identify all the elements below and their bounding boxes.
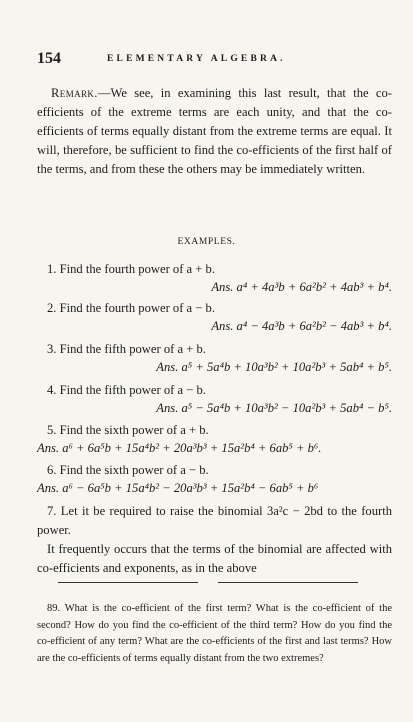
answer-label: Ans.	[156, 360, 179, 374]
answer-expression: a⁵ + 5a⁴b + 10a³b² + 10a²b³ + 5ab⁴ + b⁵.	[181, 360, 392, 374]
footnote-rule-right	[218, 582, 358, 583]
footnote-rule-left	[58, 582, 198, 583]
answer-expression: a⁴ − 4a³b + 6a²b² − 4ab³ + b⁴.	[236, 319, 392, 333]
answer-label: Ans.	[211, 280, 234, 294]
answer-label: Ans.	[156, 401, 179, 415]
example-problem: 3. Find the fifth power of a + b.	[47, 342, 206, 356]
remark-paragraph	[37, 84, 392, 179]
answer-expression: a⁴ + 4a³b + 6a²b² + 4ab³ + b⁴.	[236, 280, 392, 294]
answer-label: Ans.	[211, 319, 234, 333]
answer-expression: a⁵ − 5a⁴b + 10a³b² − 10a²b³ + 5ab⁴ − b⁵.	[181, 401, 392, 415]
example-problem: 4. Find the fifth power of a − b.	[47, 383, 206, 397]
answer-label: Ans.	[37, 441, 60, 455]
remark-label: Remark.	[51, 86, 98, 100]
example-answer	[211, 280, 392, 295]
example-problem: 2. Find the fourth power of a − b.	[47, 301, 215, 315]
page-header	[37, 50, 391, 68]
example-answer	[211, 319, 392, 334]
example-answer	[37, 441, 321, 456]
continuation-paragraph: It frequently occurs that the terms of the binomial are affected with co-efficients and exponents, as in the above	[37, 542, 392, 575]
remark-text: —We see, in examining this last result, that the co-efficients of the extreme terms are each unity, and that the co-efficients of terms equally distant from the extreme terms are equal. It will, therefore, be sufficient to find the co-efficients of the first half of the terms, and from these the others may be immediately written.	[37, 86, 392, 176]
example-problem: 1. Find the fourth power of a + b.	[47, 262, 215, 276]
example-answer	[156, 401, 392, 416]
example-answer	[37, 481, 318, 496]
answer-expression: a⁶ − 6a⁵b + 15a⁴b² − 20a³b³ + 15a²b⁴ − 6ab⁵ + b⁶	[62, 481, 319, 495]
example-answer	[156, 360, 392, 375]
example-problem: 5. Find the sixth power of a + b.	[47, 423, 209, 437]
answer-expression: a⁶ + 6a⁵b + 15a⁴b² + 20a³b³ + 15a²b⁴ + 6ab⁵ + b⁶.	[62, 441, 322, 455]
examples-heading: EXAMPLES.	[177, 237, 236, 247]
running-head: ELEMENTARY ALGEBRA.	[107, 54, 286, 64]
answer-label: Ans.	[37, 481, 60, 495]
page-number: 154	[37, 50, 61, 67]
example-7-paragraph: 7. Let it be required to raise the binomial 3a²c − 2bd to the fourth power.	[37, 504, 392, 537]
footnote-questions: 89. What is the co-efficient of the first term? What is the co-efficient of the second? How do you find the co-efficient of the third term? How do you find the co-efficient of any term? What are the co-efficients of the first and last terms? How are the co-efficients of terms equally distant from the two extremes?	[37, 603, 392, 664]
example-problem: 6. Find the sixth power of a − b.	[47, 463, 209, 477]
